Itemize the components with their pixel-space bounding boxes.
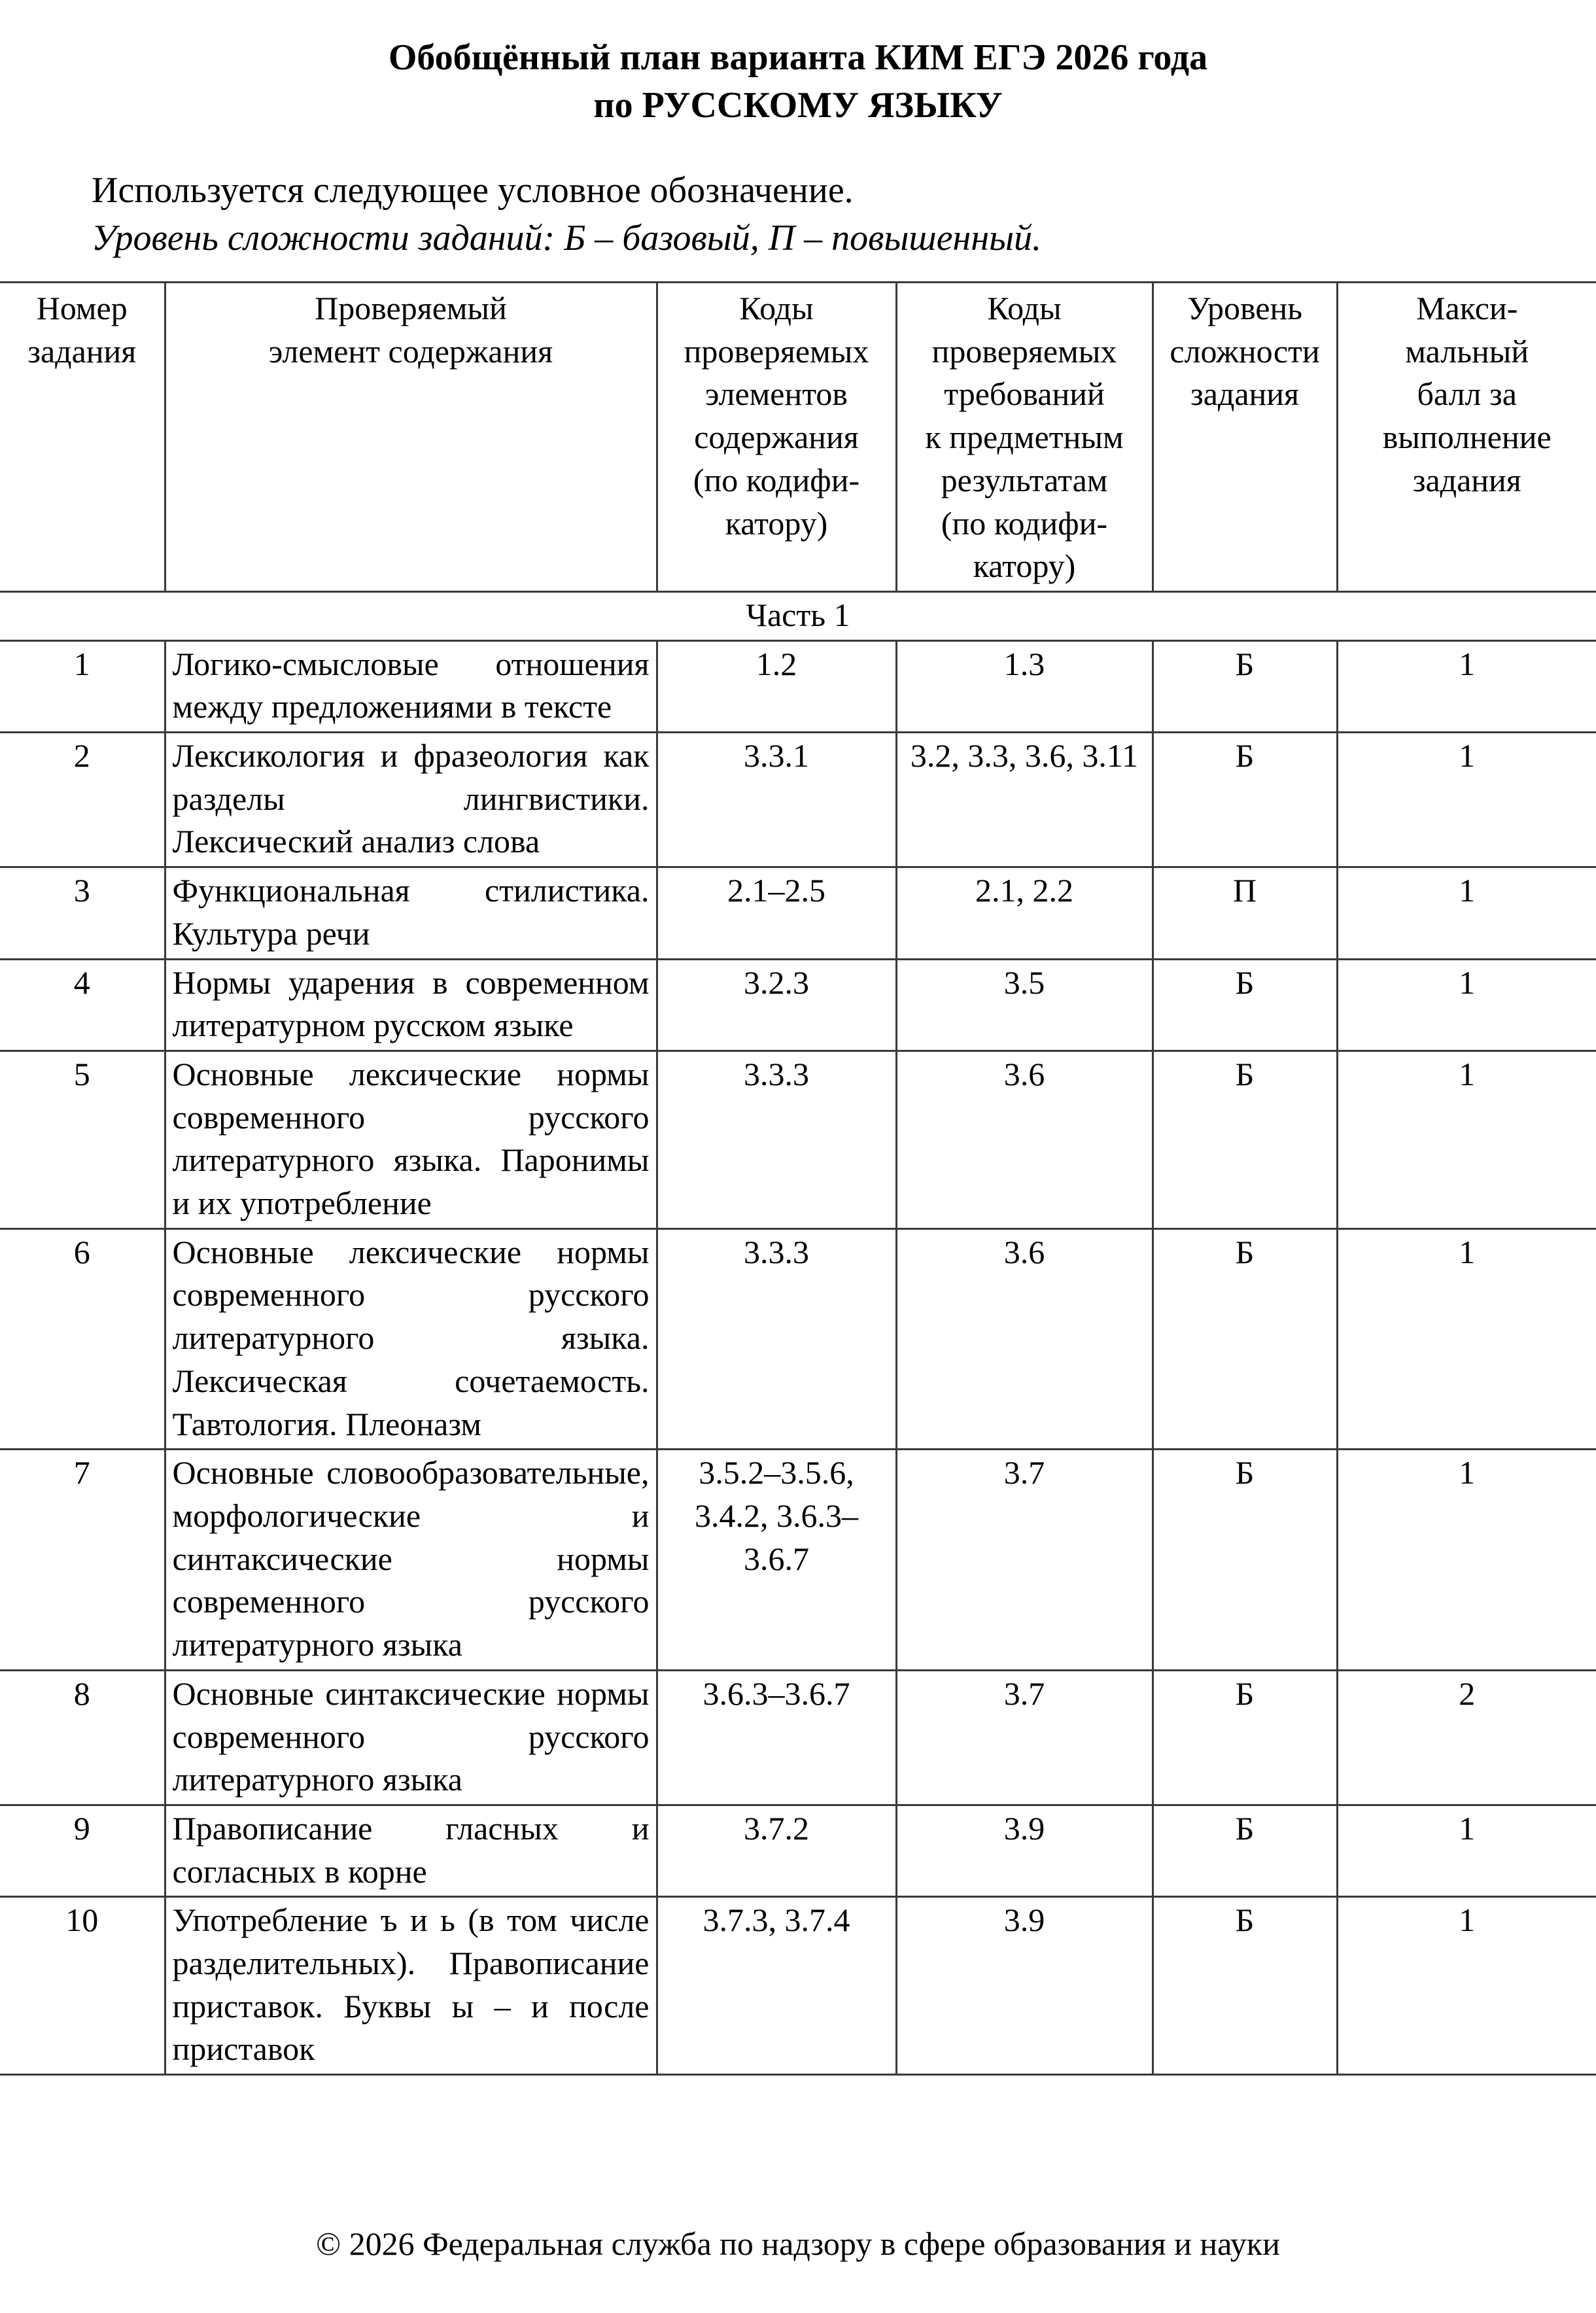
header-line: содержания — [694, 419, 859, 456]
max-score: 1 — [1337, 959, 1596, 1051]
max-score: 1 — [1337, 640, 1596, 732]
header-line: балл за — [1417, 375, 1517, 413]
requirement-codes: 3.6 — [896, 1228, 1153, 1450]
part-label: Часть 1 — [0, 591, 1596, 640]
header-line: (по кодифи- — [941, 504, 1108, 542]
task-number: 1 — [0, 640, 165, 732]
task-number: 8 — [0, 1670, 165, 1805]
header-line: элементов — [704, 375, 848, 413]
content-element: Лексикология и фразеология как разделы лингвистики. Лексический анализ слова — [165, 733, 657, 867]
content-codes: 1.2 — [657, 640, 896, 732]
requirement-codes: 3.7 — [896, 1450, 1153, 1671]
table-row — [0, 1051, 1596, 1228]
content-codes: 3.3.1 — [657, 733, 896, 867]
header-line: результатам — [941, 461, 1108, 498]
content-codes: 2.1–2.5 — [657, 867, 896, 959]
difficulty-level: Б — [1153, 1897, 1337, 2075]
max-score: 1 — [1337, 1051, 1596, 1228]
header-line: катору) — [725, 504, 828, 542]
task-number: 5 — [0, 1051, 165, 1228]
header-task-number — [0, 283, 165, 592]
table-row — [0, 867, 1596, 959]
max-score: 1 — [1337, 1450, 1596, 1671]
header-line: Коды — [987, 290, 1062, 326]
content-element: Основные лексические нормы современного русского литературного языка. Паронимы и их употребление — [165, 1051, 657, 1228]
header-line: задания — [1412, 461, 1521, 498]
page-title — [0, 34, 1596, 130]
table-row — [0, 733, 1596, 867]
content-codes: 3.7.3, 3.7.4 — [657, 1897, 896, 2075]
header-line: задания — [27, 332, 137, 370]
header-line: требований — [944, 375, 1105, 413]
task-number: 10 — [0, 1897, 165, 2075]
header-line: Номер — [36, 290, 128, 326]
table-row — [0, 959, 1596, 1051]
content-codes: 3.5.2–3.5.6, 3.4.2, 3.6.3–3.6.7 — [657, 1450, 896, 1671]
content-element: Нормы ударения в современном литературном русском языке — [165, 959, 657, 1051]
difficulty-level: Б — [1153, 959, 1337, 1051]
task-number: 3 — [0, 867, 165, 959]
task-number: 6 — [0, 1228, 165, 1450]
requirement-codes: 3.2, 3.3, 3.6, 3.11 — [896, 733, 1153, 867]
header-line: (по кодифи- — [693, 461, 860, 498]
header-line: Уровень — [1187, 290, 1303, 326]
header-line: Проверяемый — [315, 290, 507, 326]
content-codes: 3.7.2 — [657, 1805, 896, 1896]
table-row — [0, 640, 1596, 732]
max-score: 1 — [1337, 733, 1596, 867]
content-element: Логико-смысловые отношения между предложениями в тексте — [165, 640, 657, 732]
content-element: Правописание гласных и согласных в корне — [165, 1805, 657, 1896]
header-content-element — [165, 283, 657, 592]
header-line: проверяемых — [684, 332, 869, 370]
plan-table — [0, 281, 1596, 2076]
task-number: 7 — [0, 1450, 165, 1671]
header-content-codes — [657, 283, 896, 592]
difficulty-level: Б — [1153, 1805, 1337, 1896]
requirement-codes: 1.3 — [896, 640, 1153, 732]
difficulty-level: Б — [1153, 640, 1337, 732]
table-row — [0, 1228, 1596, 1450]
footer-copyright: © 2026 Федеральная служба по надзору в сфере образования и науки — [316, 2225, 1280, 2262]
max-score: 2 — [1337, 1670, 1596, 1805]
header-line: к предметным — [925, 419, 1124, 456]
difficulty-level: Б — [1153, 1670, 1337, 1805]
difficulty-level: Б — [1153, 1450, 1337, 1671]
content-codes: 3.2.3 — [657, 959, 896, 1051]
header-line: выполнение — [1382, 419, 1552, 456]
legend — [92, 167, 1041, 262]
content-codes: 3.3.3 — [657, 1051, 896, 1228]
legend-levels: Уровень сложности заданий: Б – базовый, П – повышенный. — [92, 218, 1042, 258]
requirement-codes: 3.6 — [896, 1051, 1153, 1228]
content-element: Употребление ъ и ь (в том числе разделительных). Правописание приставок. Буквы ы – и после приставок — [165, 1897, 657, 2075]
requirement-codes: 3.9 — [896, 1897, 1153, 2075]
difficulty-level: Б — [1153, 1051, 1337, 1228]
table-row — [0, 1805, 1596, 1896]
difficulty-level: Б — [1153, 733, 1337, 867]
legend-intro: Используется следующее условное обозначение. — [92, 170, 854, 211]
content-codes: 3.6.3–3.6.7 — [657, 1670, 896, 1805]
table-row — [0, 1450, 1596, 1671]
task-number: 9 — [0, 1805, 165, 1896]
content-codes: 3.3.3 — [657, 1228, 896, 1450]
max-score: 1 — [1337, 867, 1596, 959]
header-line: Коды — [739, 290, 814, 326]
header-line: мальный — [1405, 332, 1529, 370]
table-row — [0, 1670, 1596, 1805]
max-score: 1 — [1337, 1897, 1596, 2075]
table-body — [0, 591, 1596, 2074]
header-line: сложности — [1170, 332, 1320, 370]
content-element: Основные словообразовательные, морфологические и синтаксические нормы современного русского литературного языка — [165, 1450, 657, 1671]
header-line: катору) — [973, 548, 1076, 585]
requirement-codes: 3.5 — [896, 959, 1153, 1051]
table-row — [0, 1897, 1596, 2075]
content-element: Основные синтаксические нормы современного русского литературного языка — [165, 1670, 657, 1805]
requirement-codes: 3.7 — [896, 1670, 1153, 1805]
header-line: элемент содержания — [268, 332, 553, 370]
difficulty-level: Б — [1153, 1228, 1337, 1450]
title-line-2: по РУССКОМУ ЯЗЫКУ — [593, 85, 1003, 126]
max-score: 1 — [1337, 1805, 1596, 1896]
requirement-codes: 3.9 — [896, 1805, 1153, 1896]
max-score: 1 — [1337, 1228, 1596, 1450]
header-requirement-codes — [896, 283, 1153, 592]
content-element: Функциональная стилистика. Культура речи — [165, 867, 657, 959]
task-number: 4 — [0, 959, 165, 1051]
header-max-score — [1337, 283, 1596, 592]
header-line: задания — [1190, 375, 1300, 413]
part-row — [0, 591, 1596, 640]
content-element: Основные лексические нормы современного русского литературного языка. Лексическая сочетаемость. Тавтология. Плеоназм — [165, 1228, 657, 1450]
header-difficulty-level — [1153, 283, 1337, 592]
title-line-1: Обобщённый план варианта КИМ ЕГЭ 2026 года — [388, 37, 1208, 78]
requirement-codes: 2.1, 2.2 — [896, 867, 1153, 959]
header-line: проверяемых — [931, 332, 1117, 370]
task-number: 2 — [0, 733, 165, 867]
header-line: Макси- — [1416, 290, 1518, 326]
header-row — [0, 283, 1596, 592]
difficulty-level: П — [1153, 867, 1337, 959]
